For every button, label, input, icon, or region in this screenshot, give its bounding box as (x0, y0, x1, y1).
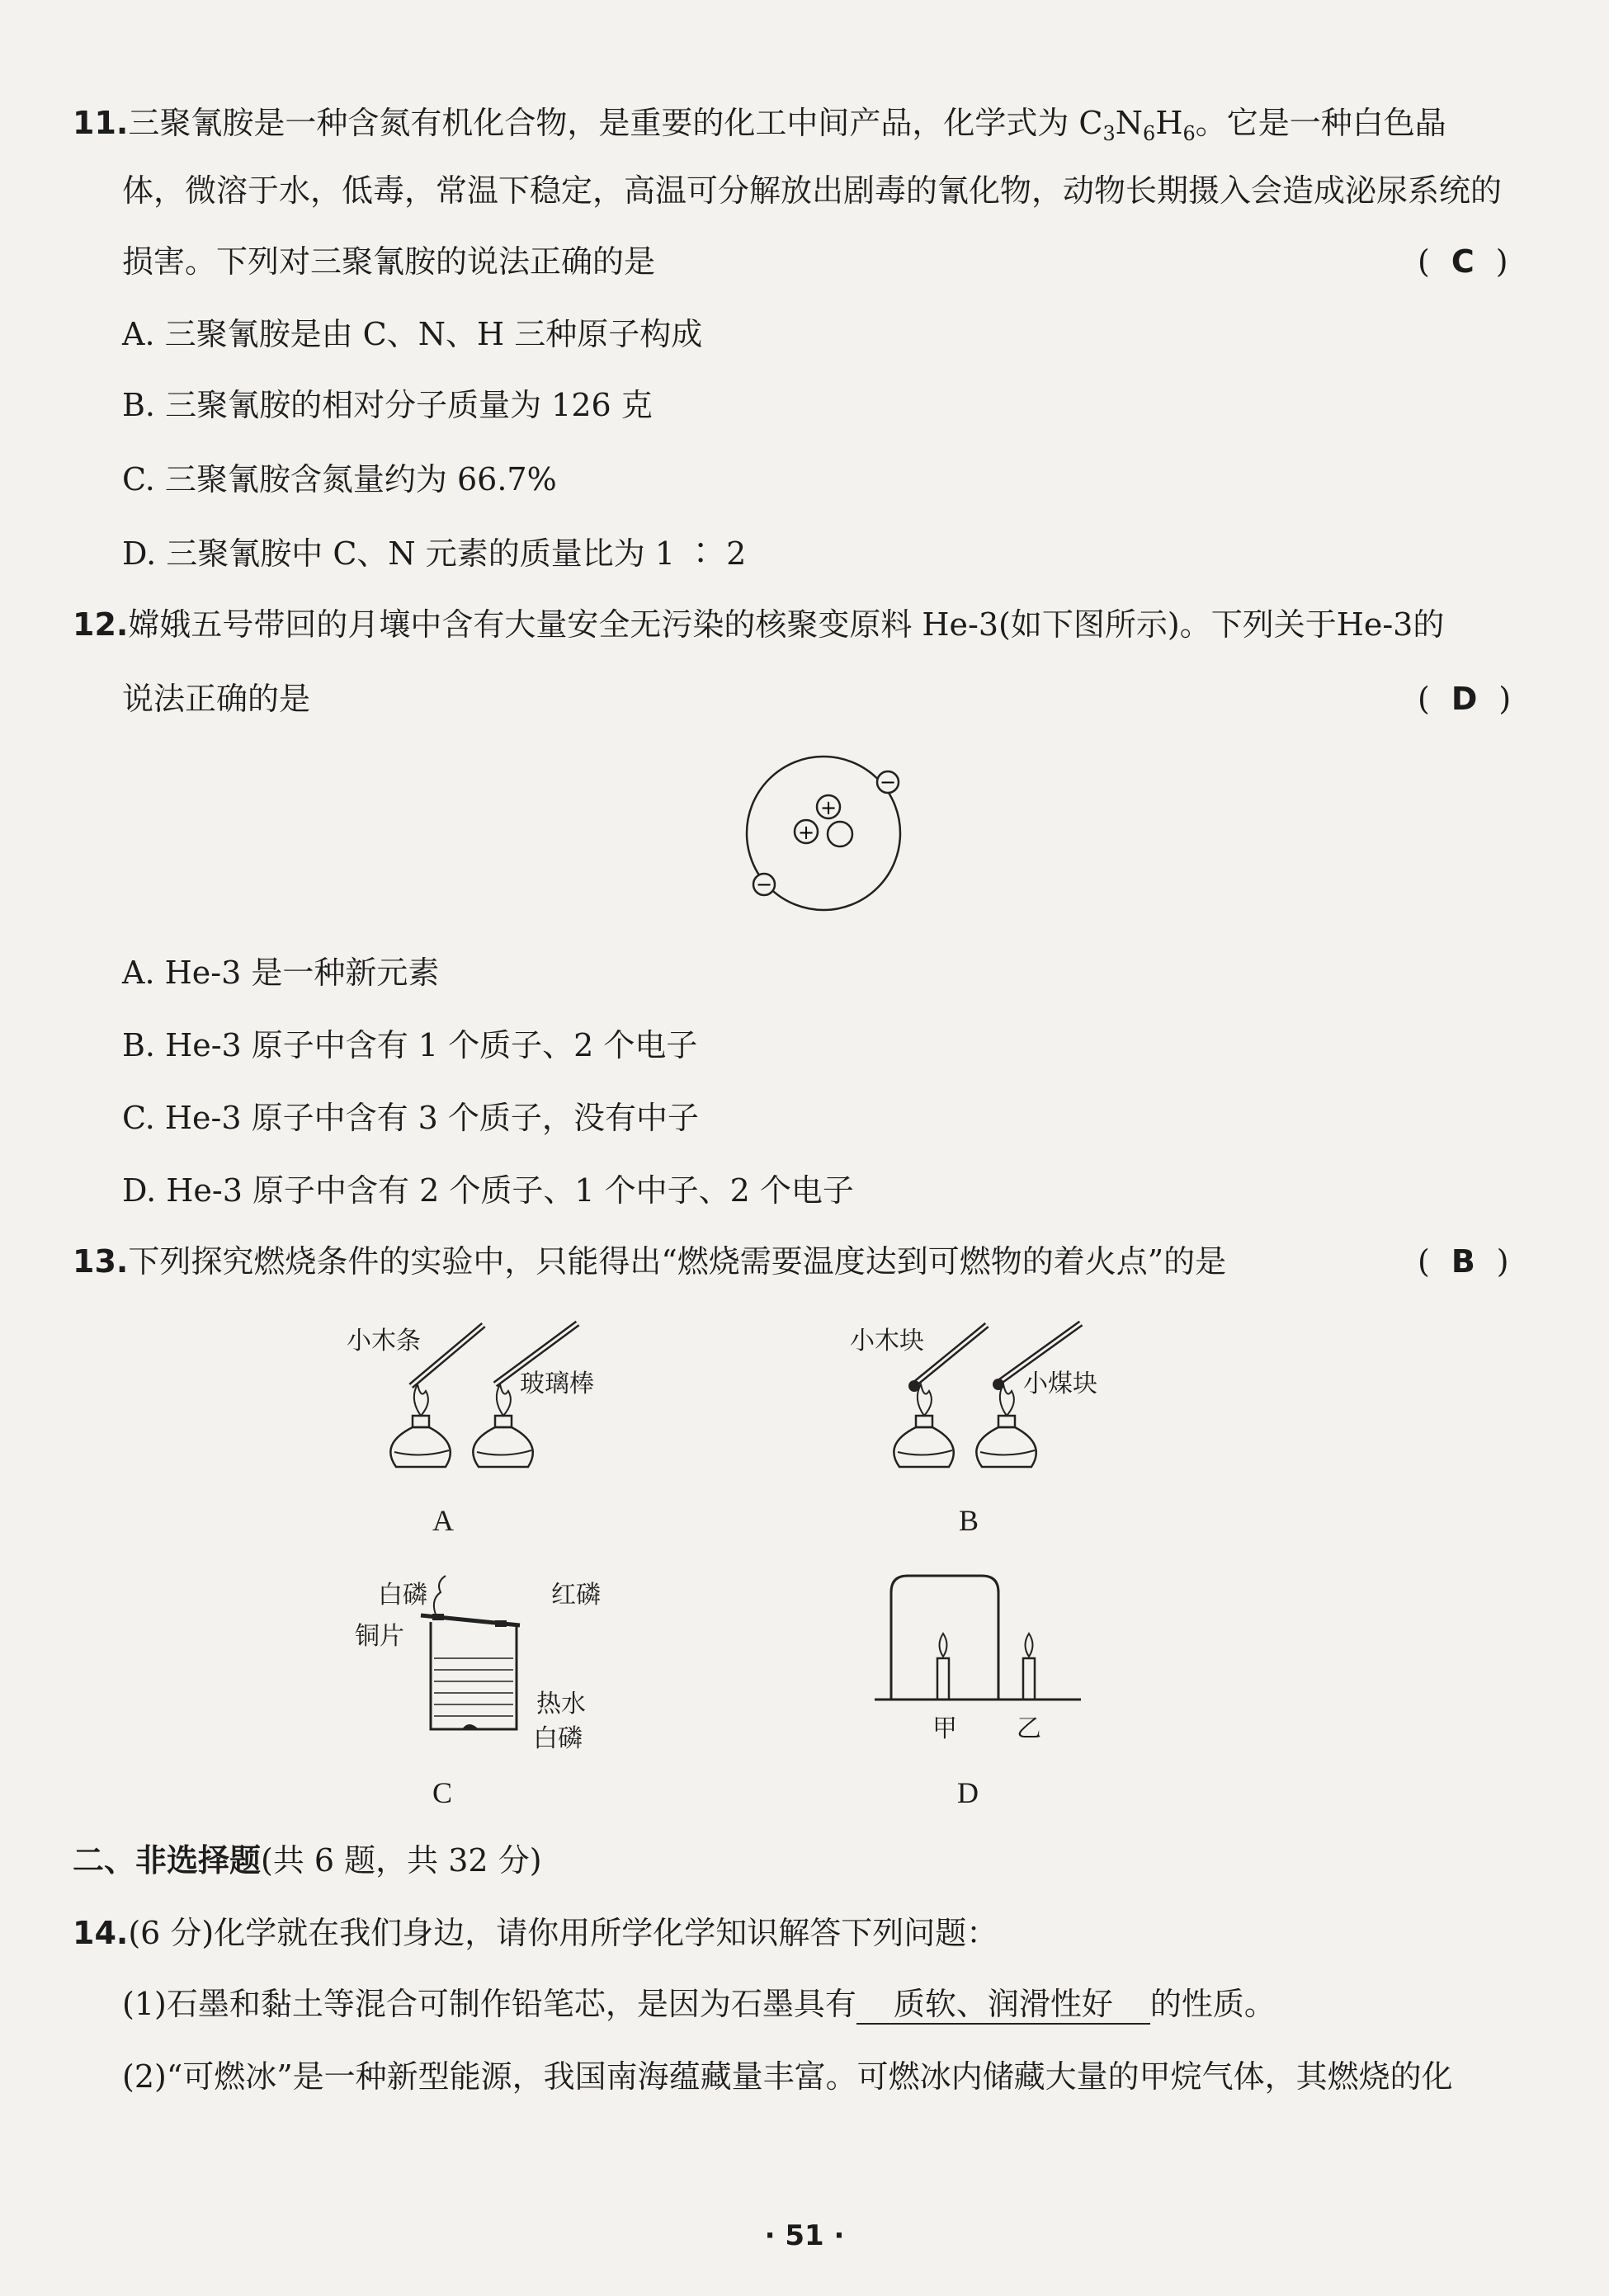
q12-option-d: D. He-3 原子中含有 2 个质子、1 个中子、2 个电子 (122, 1172, 854, 1209)
fig-c-white-p-top: 白磷 (378, 1581, 427, 1610)
q11-answer: C (1451, 243, 1475, 280)
q12-text1: 嫦娥五号带回的月壤中含有大量安全无污染的核聚变原料 He-3(如下图所示)。下列关于He-3的 (128, 606, 1445, 643)
smoke (434, 1576, 446, 1619)
q11-option-a: A. 三聚氰胺是由 C、N、H 三种原子构成 (122, 316, 703, 352)
q14-text: (6 分)化学就在我们身边，请你用所学化学知识解答下列问题： (128, 1915, 998, 1951)
q11-line1 (73, 104, 1446, 146)
alcohol-lamp-b1 (894, 1384, 953, 1467)
figure-d-candles (875, 1568, 1106, 1716)
flame-yi (1026, 1634, 1033, 1657)
coal-block (993, 1379, 1004, 1390)
q14-p1-pre: (1)石墨和黏土等混合可制作铅笔芯，是因为石墨具有 (122, 1986, 856, 2022)
q14-line1 (73, 1914, 998, 1952)
q11-text-pre: 三聚氰胺是一种含氮有机化合物，是重要的化工中间产品，化学式为 C (128, 105, 1103, 141)
fig-c-copper: 铜片 (355, 1622, 404, 1651)
q12-answer-bracket: ( D ) (1418, 681, 1512, 717)
section-2-heading (73, 1841, 542, 1879)
wood-block (908, 1380, 920, 1392)
q13-number: 13. (73, 1243, 129, 1280)
fig-c-hot-water: 热水 (536, 1690, 586, 1718)
fig-a-right-label: 玻璃棒 (520, 1370, 594, 1398)
q12-line2: 说法正确的是 (122, 681, 311, 717)
fig-a-label: A (432, 1504, 454, 1537)
section-2-title: 二、非选择题 (73, 1842, 262, 1879)
q13-answer-bracket: ( B ) (1418, 1243, 1509, 1280)
q14-part2: (2)“可燃冰”是一种新型能源，我国南海蕴藏量丰富。可燃冰内储藏大量的甲烷气体，其燃烧的化 (122, 2058, 1453, 2095)
proton-2-sign: + (797, 821, 815, 844)
fig-b-left-label: 小木块 (850, 1327, 924, 1355)
electron-2-sign: − (755, 873, 773, 896)
q11-number: 11. (73, 105, 129, 141)
fig-b-right-label: 小煤块 (1023, 1370, 1097, 1398)
fig-c-label: C (432, 1776, 453, 1809)
q12-number: 12. (73, 606, 129, 643)
fig-d-yi: 乙 (1017, 1714, 1041, 1743)
formula-h: H (1155, 105, 1183, 141)
q13-answer: B (1451, 1243, 1475, 1280)
q12-option-a: A. He-3 是一种新元素 (122, 955, 440, 991)
q12-line1 (73, 606, 1444, 644)
formula-h-sub: 6 (1182, 122, 1196, 145)
fig-d-label: D (957, 1776, 979, 1809)
electron-1-sign: − (879, 771, 897, 794)
q12-option-b: B. He-3 原子中含有 1 个质子、2 个电子 (122, 1027, 698, 1063)
alcohol-lamp-a1 (390, 1384, 450, 1467)
q11-line2: 体，微溶于水，低毒，常温下稳定，高温可分解放出剧毒的氰化物，动物长期摄入会造成泌尿系统的 (122, 172, 1503, 209)
fig-c-white-p-bottom: 白磷 (533, 1724, 583, 1753)
q14-number: 14. (73, 1915, 129, 1951)
candle-yi (1023, 1658, 1035, 1700)
neutron (828, 822, 852, 846)
q11-option-d: D. 三聚氰胺中 C、N 元素的质量比为 1 ∶ 2 (122, 535, 747, 572)
q13-text: 下列探究燃烧条件的实验中，只能得出“燃烧需要温度达到可燃物的着火点”的是 (128, 1243, 1227, 1280)
formula-n: N (1115, 105, 1144, 141)
q11-answer-bracket: ( C ) (1418, 243, 1508, 280)
fig-a-left-label: 小木条 (347, 1327, 421, 1355)
fig-c-red-p: 红磷 (551, 1581, 601, 1610)
q14-p1-answer-blank: 质软、润滑性好 (856, 1985, 1150, 2025)
water-lines (434, 1658, 513, 1716)
formula-c-sub: 3 (1102, 122, 1116, 145)
white-p-in-water (462, 1724, 479, 1729)
q11-option-b: B. 三聚氰胺的相对分子质量为 126 克 (122, 387, 653, 423)
proton-1-sign: + (819, 796, 838, 819)
white-p-on-copper (432, 1614, 444, 1620)
candle-jia (937, 1658, 949, 1700)
formula-n-sub: 6 (1143, 122, 1156, 145)
q12-option-c: C. He-3 原子中含有 3 个质子，没有中子 (122, 1100, 699, 1136)
q11-text-post: 。它是一种白色晶 (1195, 105, 1446, 141)
fig-b-label: B (959, 1504, 979, 1537)
page-number: · 51 · (764, 2219, 845, 2252)
flame-jia (940, 1634, 947, 1657)
he3-atom-diagram (726, 751, 924, 916)
section-2-note: (共 6 题，共 32 分) (261, 1842, 542, 1879)
q11-line3: 损害。下列对三聚氰胺的说法正确的是 (122, 243, 656, 280)
beaker (431, 1622, 517, 1729)
q12-answer: D (1451, 681, 1478, 717)
red-p-on-copper (495, 1620, 507, 1627)
q14-p1-post: 的性质。 (1149, 1986, 1276, 2022)
figure-c-beaker (413, 1568, 553, 1741)
q14-part1 (122, 1985, 1276, 2025)
fig-d-jia: 甲 (932, 1714, 957, 1743)
q11-option-c: C. 三聚氰胺含氮量约为 66.7% (122, 461, 557, 497)
q13-line1 (73, 1242, 1226, 1280)
